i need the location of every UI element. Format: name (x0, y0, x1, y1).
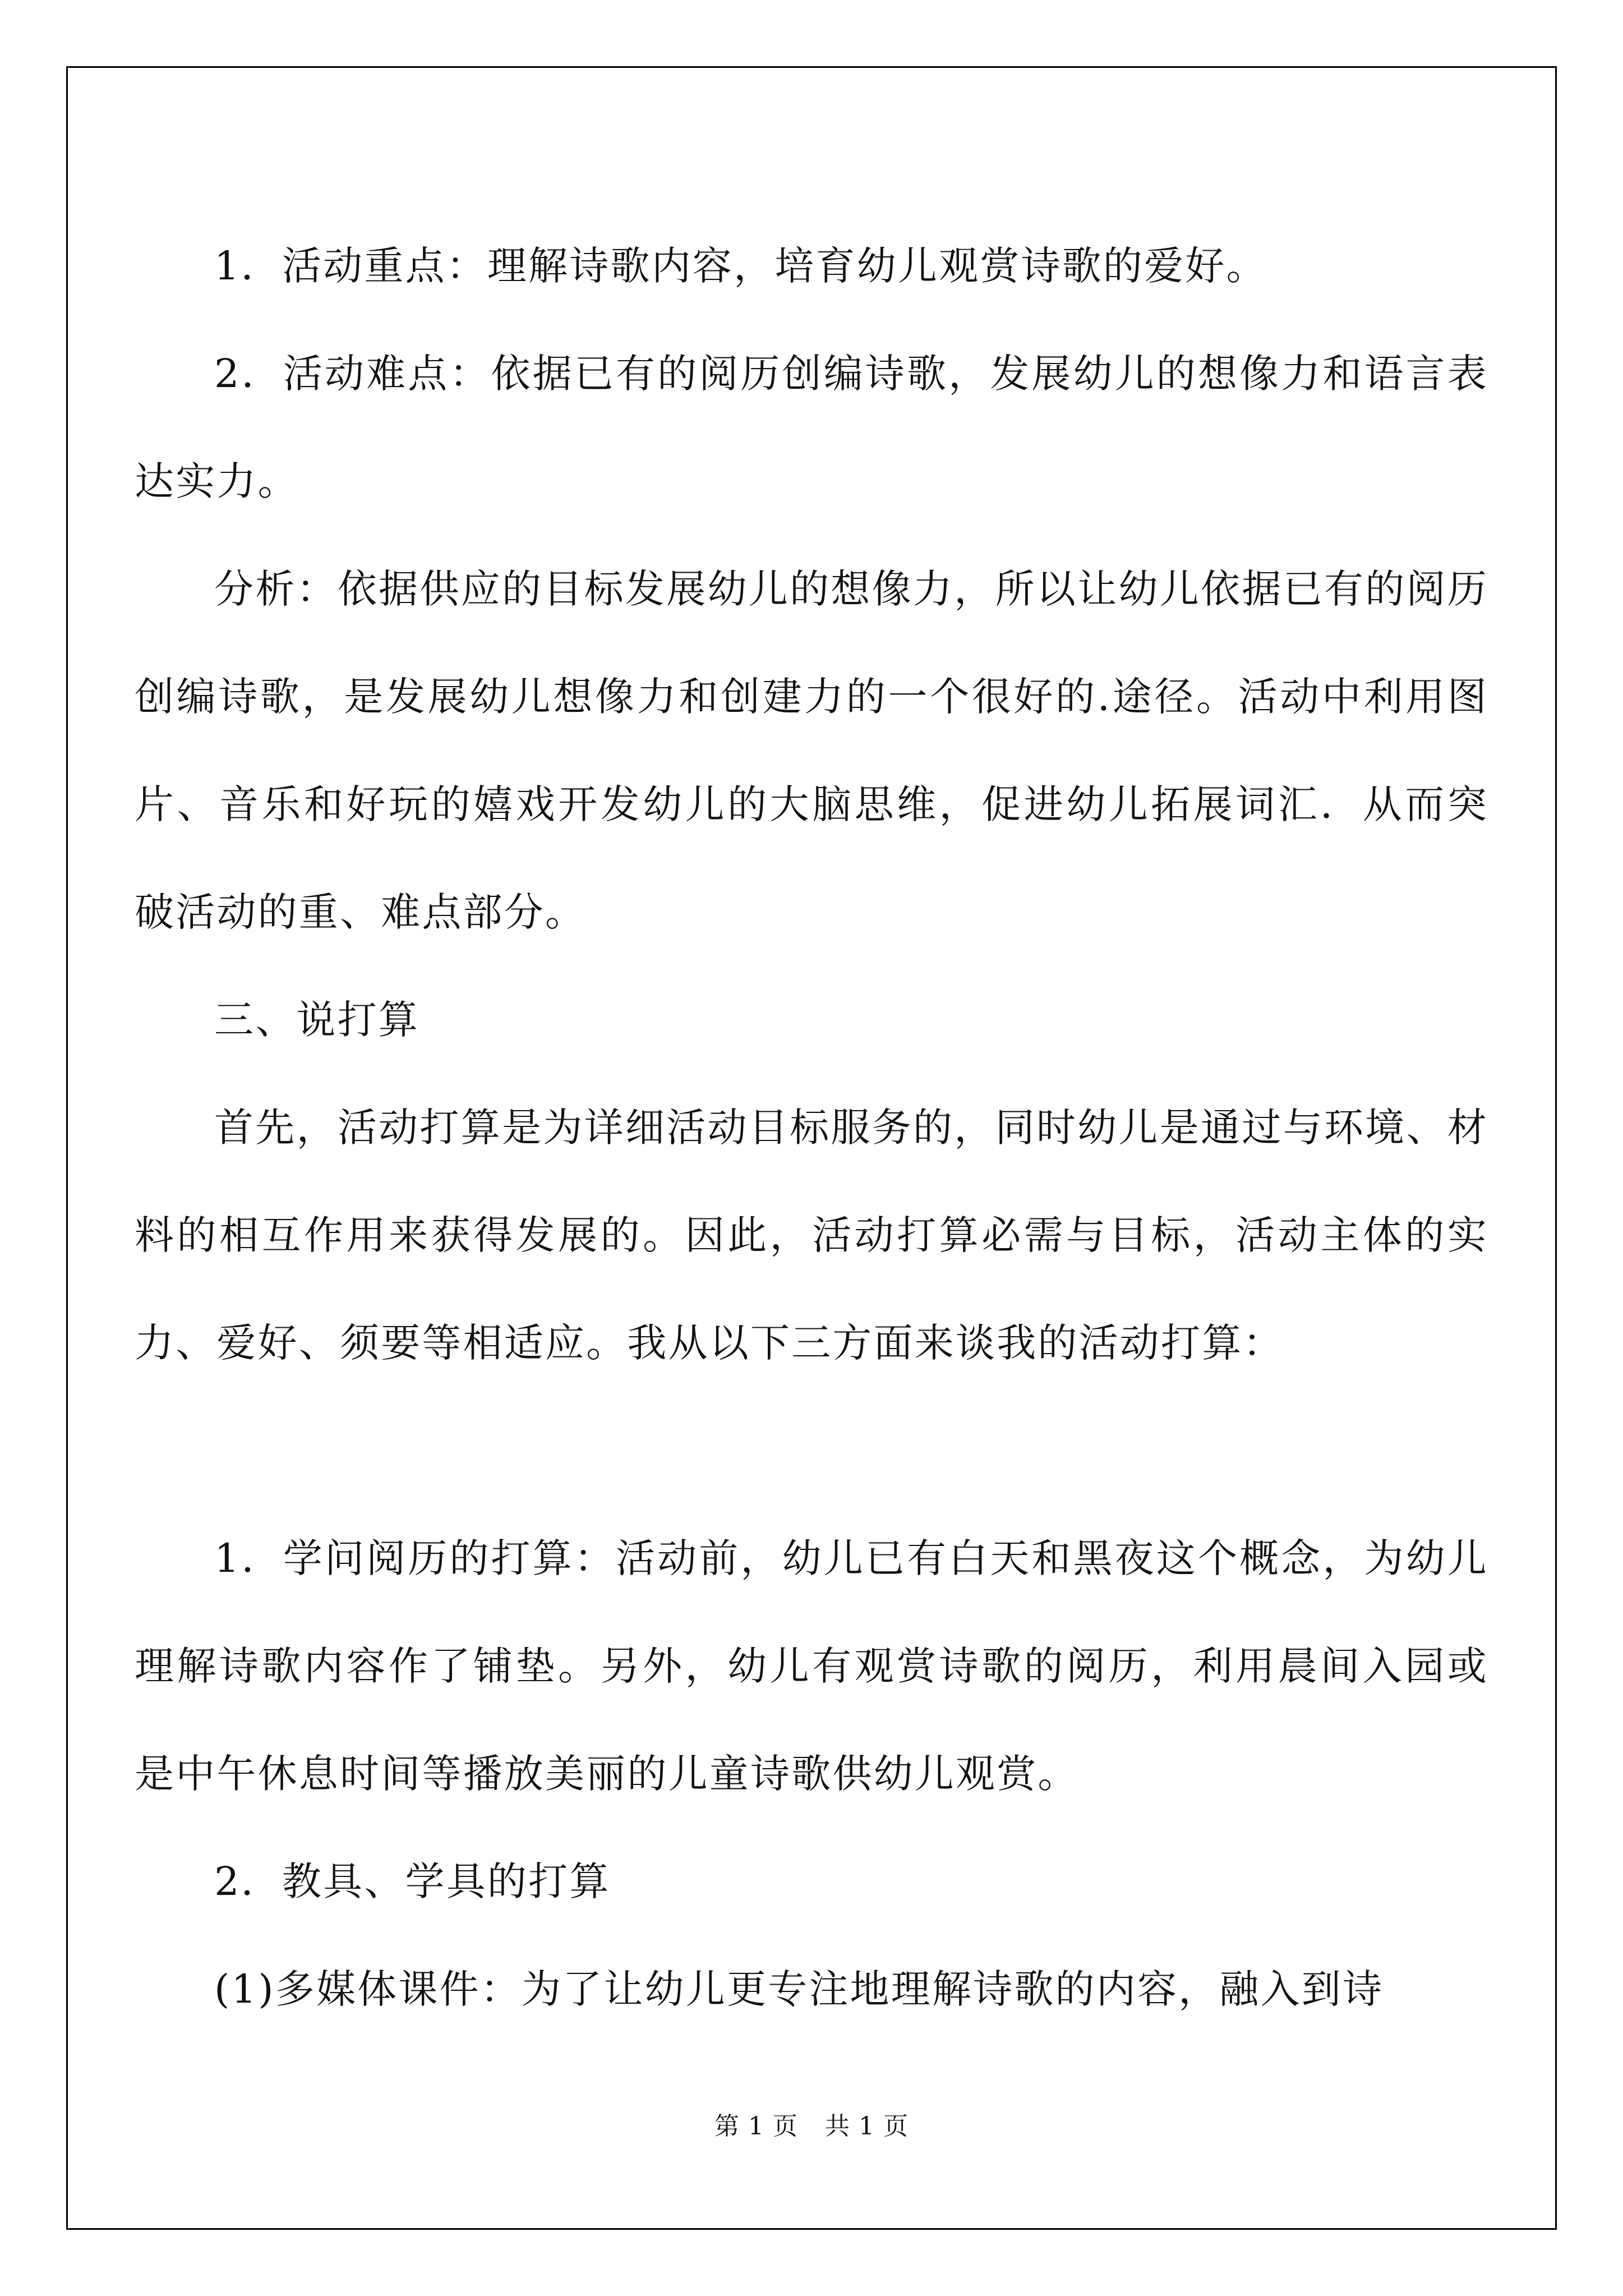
document-body (135, 0, 1488, 2076)
paragraph-preparation-intro: 首先，活动打算是为详细活动目标服务的，同时幼儿是通过与环境、材料的相互作用来获得发展的。因此，活动打算必需与目标，活动主体的实力、爱好、须要等相适应。我从以下三方面来谈我的活动打算： (135, 1105, 1488, 1366)
section-heading-preparation: 三、说打算 (214, 997, 419, 1043)
paragraph-key-point: 1．活动重点：理解诗歌内容，培育幼儿观赏诗歌的爱好。 (214, 243, 1267, 289)
page-number: 第 1 页 (714, 2112, 798, 2141)
paragraph-analysis: 分析：依据供应的目标发展幼儿的想像力，所以让幼儿依据已有的阅历创编诗歌，是发展幼儿想像力和创建力的一个很好的.途径。活动中利用图片、音乐和好玩的嬉戏开发幼儿的大脑思维，促进幼儿拓展词汇．从而突破活动的重、难点部分。 (135, 566, 1488, 935)
paragraph-multimedia: (1)多媒体课件：为了让幼儿更专注地理解诗歌的内容，融入到诗 (214, 1966, 1384, 2012)
paragraph-teaching-aids: 2．教具、学具的打算 (214, 1858, 611, 1904)
page-footer (0, 2106, 1623, 2139)
paragraph-knowledge-prep: 1．学问阅历的打算：活动前，幼儿已有白天和黑夜这个概念，为幼儿理解诗歌内容作了铺垫。另外，幼儿有观赏诗歌的阅历，利用晨间入园或是中午休息时间等播放美丽的儿童诗歌供幼儿观赏。 (135, 1535, 1488, 1797)
page-total: 共 1 页 (825, 2112, 909, 2141)
paragraph-difficulty: 2．活动难点：依据已有的阅历创编诗歌，发展幼儿的想像力和语言表达实力。 (135, 351, 1488, 504)
